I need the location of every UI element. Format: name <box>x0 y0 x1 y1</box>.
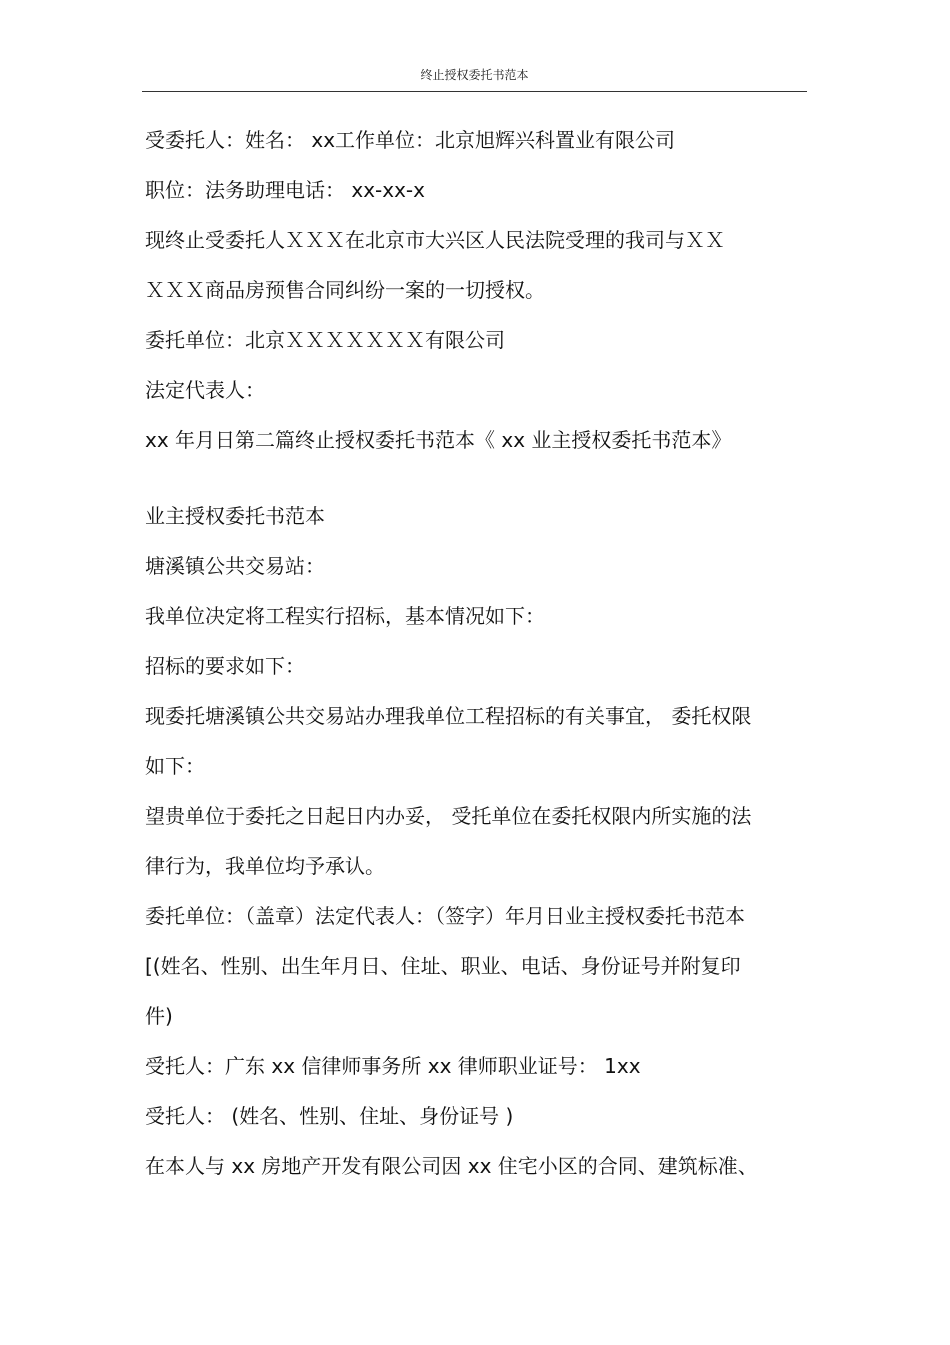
header-divider <box>142 91 807 92</box>
text-line: 望贵单位于委托之日起日内办妥， 受托单位在委托权限内所实施的法 <box>145 804 752 828</box>
text-line: 委托单位：（盖章）法定代表人：（签字）年月日业主授权委托书范本 <box>145 904 745 928</box>
text-line: 如下： <box>145 754 205 778</box>
running-header: 终止授权委托书范本 <box>420 68 529 82</box>
text-line: 我单位决定将工程实行招标，基本情况如下： <box>145 604 545 628</box>
text-line: 受托人： (姓名、性别、住址、身份证号 ) <box>145 1104 514 1128</box>
text-line: ＸＸＸ商品房预售合同纠纷一案的一切授权。 <box>145 278 545 302</box>
text-line: 法定代表人： <box>145 378 265 402</box>
text-line: 委托单位：北京ＸＸＸＸＸＸＸ有限公司 <box>145 328 505 352</box>
text-line: 现终止受委托人ＸＸＸ在北京市大兴区人民法院受理的我司与ＸＸ <box>145 228 725 252</box>
text-line: 件) <box>145 1004 173 1028</box>
text-line: 受委托人：姓名： xx工作单位：北京旭辉兴科置业有限公司 <box>145 128 676 152</box>
text-line: 现委托塘溪镇公共交易站办理我单位工程招标的有关事宜， 委托权限 <box>145 704 752 728</box>
text-line: 塘溪镇公共交易站： <box>145 554 325 578</box>
document-body <box>145 121 810 1197</box>
text-line: 受托人：广东 xx 信律师事务所 xx 律师职业证号： 1xx <box>145 1054 641 1078</box>
text-line: 在本人与 xx 房地产开发有限公司因 xx 住宅小区的合同、建筑标准、 <box>145 1154 758 1178</box>
text-line: 招标的要求如下： <box>145 654 305 678</box>
section-heading: 业主授权委托书范本 <box>145 504 325 528</box>
paragraph-gap <box>145 471 810 497</box>
text-line: [(姓名、性别、出生年月日、住址、职业、电话、身份证号并附复印 <box>145 954 741 978</box>
text-line: xx 年月日第二篇终止授权委托书范本《 xx 业主授权委托书范本》 <box>145 428 732 452</box>
text-line: 律行为，我单位均予承认。 <box>145 854 385 878</box>
text-line: 职位：法务助理电话： xx-xx-x <box>145 178 425 202</box>
